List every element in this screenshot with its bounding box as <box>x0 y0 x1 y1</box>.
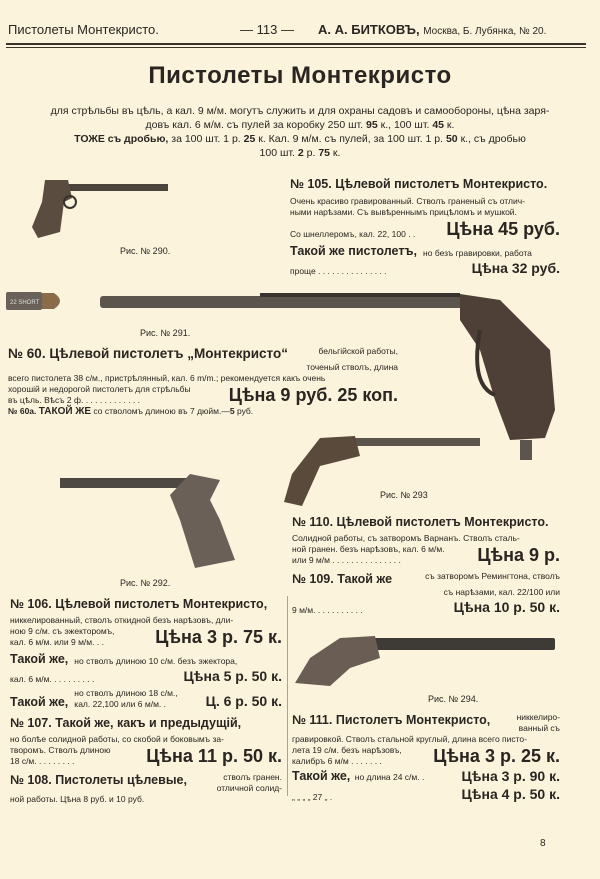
header-rule <box>6 43 586 45</box>
folio-number: 8 <box>540 838 546 849</box>
publisher <box>318 22 546 37</box>
product-107 <box>10 715 282 767</box>
product-60 <box>8 346 398 417</box>
variant-heading: Такой же, <box>10 652 69 666</box>
product-desc: Очень красиво гравированный. Стволъ граненый съ отлич- <box>290 196 525 206</box>
product-heading: № 110. Цѣлевой пистолетъ Монтекристо. <box>292 515 549 529</box>
product-desc: ными нарѣзами. Съ вывѣреннымъ прицѣломъ и мушкой. <box>290 207 517 217</box>
page-number: — 113 — <box>240 22 294 37</box>
product-desc: ванный съ <box>518 723 560 733</box>
product-heading: № 109. Такой же <box>292 572 393 586</box>
price: Цѣна 3 р. 25 к. <box>433 746 560 766</box>
product-heading: № 107. Такой же, какъ и предыдущій, <box>10 716 242 730</box>
price: Цѣна 9 руб. 25 коп. <box>228 385 398 405</box>
product-desc: хорошій и недорогой пистолетъ для стрѣльбы <box>8 384 191 394</box>
price: Цѣна 45 руб. <box>446 219 560 239</box>
product-desc: никкелиро- <box>516 712 560 722</box>
variant-heading: Такой же, <box>292 769 351 783</box>
figure-caption: Рис. № 292. <box>120 578 171 588</box>
product-desc: но болѣе солидной работы, со скобой и боковымъ за- <box>10 734 224 744</box>
price: Цѣна 11 р. 50 к. <box>146 746 282 766</box>
product-heading: № 106. Цѣлевой пистолетъ Монтекристо, <box>10 597 268 611</box>
product-109 <box>292 571 560 616</box>
price: Цѣна 4 р. 50 к. <box>461 786 560 802</box>
intro-line: ТОЖЕ съ дробью, за 100 шт. 1 р. 25 к. Кал. 9 м/м. съ пулей, за 100 шт. 1 р. 50 к., съ дробью <box>74 133 526 145</box>
product-desc: кал. 22,100 или 6 м/м. . <box>74 699 167 709</box>
product-desc: ной работы. Цѣна 8 руб. и 10 руб. <box>10 794 145 804</box>
product-110 <box>292 514 560 566</box>
product-desc: отличной солид- <box>216 783 282 793</box>
product-desc: никкелированный, стволъ откидной безъ нарѣзовъ, дли- <box>10 615 234 625</box>
intro-line: для стрѣльбы въ цѣль, а кал. 9 м/м. могутъ служить и для охраны садовъ и самообороны, цѣна заря- <box>50 105 550 117</box>
product-heading: № 60. Цѣлевой пистолетъ „Монтекристо“ <box>8 346 288 361</box>
product-desc: проще . . . . . . . . . . . . . . . <box>290 266 387 276</box>
svg-text:22 SHORT: 22 SHORT <box>10 300 40 306</box>
column-divider <box>287 596 288 796</box>
price: Ц. 6 р. 50 к. <box>205 693 282 709</box>
pistol-290-illustration <box>20 172 170 242</box>
product-desc: но стволъ длиною 10 с/м. безъ эжектора, <box>74 656 238 666</box>
product-desc: всего пистолета 38 с/м., пристрѣлянный, кал. 6 m/m.; рекомендуется какъ очень <box>8 373 326 383</box>
product-desc: кал. 6 м/м. . . . . . . . . . <box>10 674 95 684</box>
product-desc: творомъ. Стволъ длиною <box>10 745 111 755</box>
product-desc: „ „ „ „ 27 „ . <box>292 792 333 802</box>
price: Цѣна 3 р. 75 к. <box>155 627 282 647</box>
product-desc: стволъ гранен. <box>223 772 282 782</box>
product-desc: точеный стволъ, длина <box>306 362 398 372</box>
header-rule-thin <box>6 47 586 48</box>
product-desc: съ нарѣзами, кал. 22/100 или <box>443 587 560 597</box>
intro-line: довъ кал. 6 м/м. съ пулей за коробку 250 шт. 95 к., 100 шт. 45 к. <box>145 119 455 131</box>
product-desc: Солидной работы, съ затворомъ Варнанъ. Стволъ сталь- <box>292 533 520 543</box>
price: Цѣна 9 р. <box>477 545 560 565</box>
product-desc: въ цѣль. Вѣсъ 2 ф. . . . . . . . . . . . . <box>8 395 141 405</box>
firm-name: А. А. БИТКОВЪ, <box>318 22 420 37</box>
variant-heading: Такой же пистолетъ, <box>290 244 418 258</box>
figure-caption: Рис. № 293 <box>380 490 428 500</box>
left-column-lower <box>10 596 282 805</box>
pistol-292-illustration <box>60 470 235 570</box>
product-desc: но длина 24 с/м. . <box>354 772 425 782</box>
cartridge-illustration <box>6 288 66 314</box>
product-desc: 18 с/м. . . . . . . . . <box>10 756 75 766</box>
figure-caption: Рис. № 294. <box>428 694 479 704</box>
product-desc: съ затворомъ Ремингтона, стволъ <box>425 571 560 581</box>
product-desc: калибръ 6 м/м . . . . . . . <box>292 756 382 766</box>
product-desc: Со шнеллеромъ, кал. 22, 100 . . <box>290 229 416 239</box>
product-desc: гравировкой. Стволъ стальной круглый, длина всего писто- <box>292 734 527 744</box>
product-desc: ной гранен. безъ нарѣзовъ, кал. 6 м/м. <box>292 544 445 554</box>
pistol-294-illustration <box>290 628 555 688</box>
running-title: Пистолеты Монтекристо. <box>8 22 159 37</box>
product-desc: или 9 м/м . . . . . . . . . . . . . . . <box>292 555 401 565</box>
product-heading: № 108. Пистолеты цѣлевые, <box>10 773 187 787</box>
variant-heading: Такой же, <box>10 695 69 709</box>
price: Цѣна 5 р. 50 к. <box>183 668 282 684</box>
product-desc: бельгійской работы, <box>318 346 398 356</box>
intro-line: 100 шт. 2 р. 75 к. <box>259 147 341 159</box>
product-desc: лета 19 с/м. безъ нарѣзовъ, <box>292 745 402 755</box>
right-column-upper <box>292 514 560 616</box>
product-106 <box>10 596 282 710</box>
page-title: Пистолеты Монтекристо <box>148 62 452 89</box>
product-desc: но безъ гравировки, работа <box>423 248 532 258</box>
product-desc: 9 м/м. . . . . . . . . . . <box>292 605 363 615</box>
figure-caption: Рис. № 291. <box>140 328 191 338</box>
product-heading: № 111. Пистолетъ Монтекристо, <box>292 713 491 727</box>
product-desc: но стволъ длиною 18 с/м., <box>74 688 178 698</box>
figure-caption: Рис. № 290. <box>120 246 171 256</box>
product-108 <box>10 772 282 805</box>
price: Цѣна 3 р. 90 к. <box>461 768 560 784</box>
price: Цѣна 32 руб. <box>471 260 560 276</box>
variant-60a: № 60а. ТАКОЙ ЖЕ со стволомъ длиною въ 7 дюйм.—5 руб. <box>8 406 254 417</box>
product-desc: кал. 6 м/м. или 9 м/м. . . <box>10 637 104 647</box>
product-desc: ною 9 с/м. съ эжекторомъ, <box>10 626 115 636</box>
firm-address: Москва, Б. Лубянка, № 20. <box>423 26 547 37</box>
product-heading: № 105. Цѣлевой пистолетъ Монтекристо. <box>290 177 548 191</box>
intro-text <box>0 104 600 160</box>
price: Цѣна 10 р. 50 к. <box>453 599 560 615</box>
product-105 <box>290 176 560 277</box>
product-111 <box>292 712 560 803</box>
